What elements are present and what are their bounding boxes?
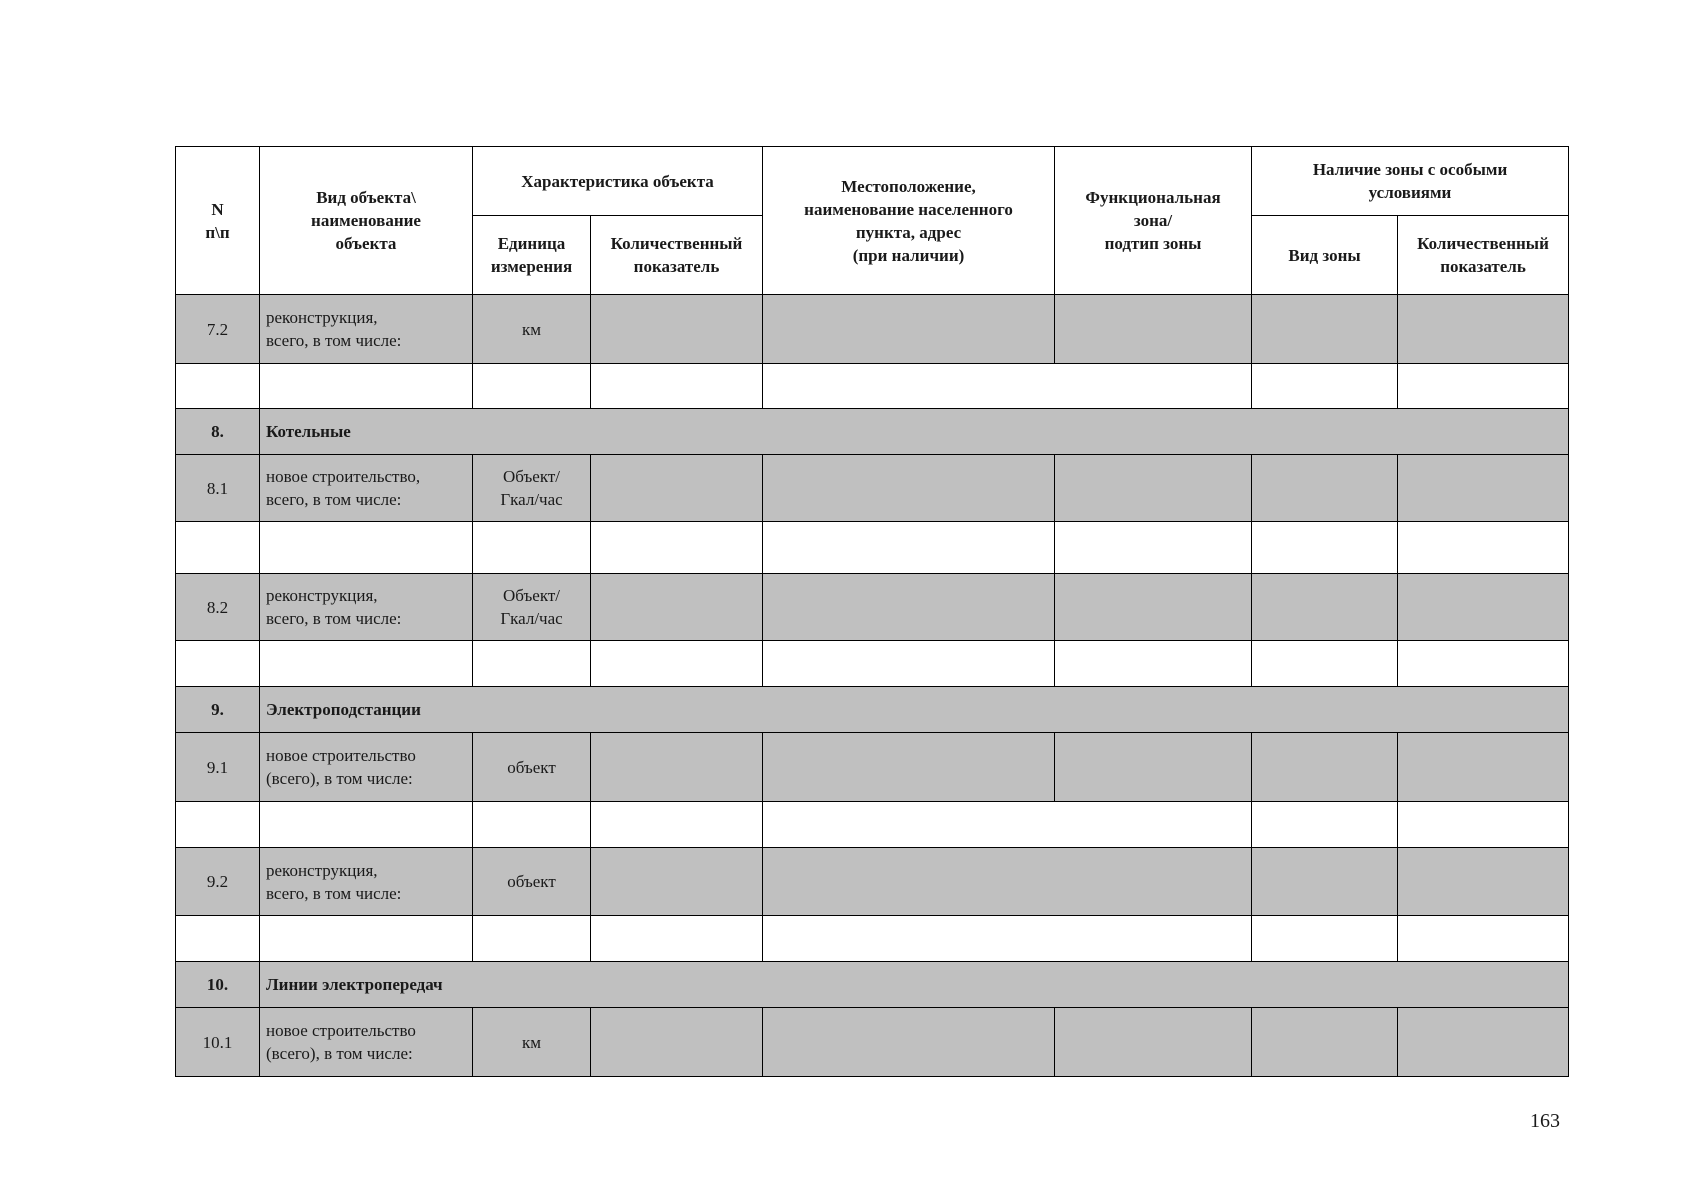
empty-cell: [1398, 522, 1569, 574]
empty-cell: [176, 522, 260, 574]
table-row: [176, 802, 1569, 848]
header-location: Местоположение, наименование населенного пункта, адрес (при наличии): [763, 147, 1055, 295]
section-num: 9.: [176, 687, 260, 733]
table-row: [176, 848, 1569, 916]
row-unit: Объект/ Гкал/час: [473, 455, 591, 522]
row-cell: [763, 295, 1055, 364]
empty-cell: [176, 802, 260, 848]
empty-cell: [1252, 916, 1398, 962]
empty-cell: [1398, 916, 1569, 962]
empty-cell: [1055, 641, 1252, 687]
empty-cell: [260, 522, 473, 574]
empty-cell: [763, 802, 1252, 848]
table-row: [176, 916, 1569, 962]
row-name: новое строительство (всего), в том числе:: [260, 733, 473, 802]
empty-cell: [591, 916, 763, 962]
row-cell: [1252, 848, 1398, 916]
row-cell: [1055, 455, 1252, 522]
empty-cell: [473, 802, 591, 848]
row-name: реконструкция, всего, в том числе:: [260, 295, 473, 364]
row-num: 9.1: [176, 733, 260, 802]
empty-cell: [260, 364, 473, 409]
row-cell: [763, 733, 1055, 802]
row-name: новое строительство (всего), в том числе:: [260, 1008, 473, 1077]
row-cell: [591, 574, 763, 641]
table-row: [176, 295, 1569, 364]
section-row: [176, 409, 1569, 455]
section-num: 8.: [176, 409, 260, 455]
table-row: [176, 364, 1569, 409]
empty-cell: [591, 364, 763, 409]
row-cell: [1398, 733, 1569, 802]
row-name: новое строительство, всего, в том числе:: [260, 455, 473, 522]
header-characteristic: Характеристика объекта: [473, 147, 763, 216]
row-cell: [1252, 574, 1398, 641]
row-cell: [1055, 295, 1252, 364]
table-row: [176, 733, 1569, 802]
row-cell: [591, 295, 763, 364]
header-zone-type: Вид зоны: [1252, 216, 1398, 295]
empty-cell: [1398, 364, 1569, 409]
empty-cell: [1398, 802, 1569, 848]
row-cell: [591, 455, 763, 522]
empty-cell: [176, 364, 260, 409]
empty-cell: [591, 522, 763, 574]
header-type-name: Вид объекта\ наименование объекта: [260, 147, 473, 295]
row-cell: [1398, 295, 1569, 364]
table-row: [176, 641, 1569, 687]
row-cell: [1398, 848, 1569, 916]
empty-cell: [1055, 522, 1252, 574]
row-cell: [763, 848, 1252, 916]
table-row: [176, 455, 1569, 522]
empty-cell: [473, 522, 591, 574]
empty-cell: [763, 522, 1055, 574]
row-cell: [591, 848, 763, 916]
row-cell: [1252, 455, 1398, 522]
row-num: 8.1: [176, 455, 260, 522]
row-name: реконструкция, всего, в том числе:: [260, 848, 473, 916]
empty-cell: [1252, 641, 1398, 687]
row-num: 8.2: [176, 574, 260, 641]
row-unit: км: [473, 1008, 591, 1077]
header-zone-quantity: Количественный показатель: [1398, 216, 1569, 295]
empty-cell: [260, 641, 473, 687]
table-row: [176, 574, 1569, 641]
header-quantity: Количественный показатель: [591, 216, 763, 295]
empty-cell: [176, 916, 260, 962]
empty-cell: [1398, 641, 1569, 687]
row-cell: [1398, 455, 1569, 522]
empty-cell: [473, 916, 591, 962]
empty-cell: [473, 641, 591, 687]
header-num: N п\п: [176, 147, 260, 295]
document-table: [175, 146, 1569, 1077]
row-num: 10.1: [176, 1008, 260, 1077]
empty-cell: [763, 364, 1252, 409]
row-cell: [1252, 733, 1398, 802]
table-row: [176, 1008, 1569, 1077]
empty-cell: [473, 364, 591, 409]
row-cell: [1252, 295, 1398, 364]
row-unit: Объект/ Гкал/час: [473, 574, 591, 641]
empty-cell: [591, 641, 763, 687]
section-row: [176, 962, 1569, 1008]
table-row: [176, 522, 1569, 574]
row-num: 9.2: [176, 848, 260, 916]
row-unit: объект: [473, 733, 591, 802]
empty-cell: [260, 916, 473, 962]
page-number: 163: [1530, 1110, 1560, 1132]
row-cell: [1252, 1008, 1398, 1077]
row-unit: объект: [473, 848, 591, 916]
row-cell: [763, 455, 1055, 522]
row-num: 7.2: [176, 295, 260, 364]
row-cell: [1398, 1008, 1569, 1077]
row-cell: [591, 733, 763, 802]
empty-cell: [763, 641, 1055, 687]
empty-cell: [763, 916, 1252, 962]
row-cell: [591, 1008, 763, 1077]
row-unit: км: [473, 295, 591, 364]
row-cell: [763, 574, 1055, 641]
empty-cell: [1252, 364, 1398, 409]
row-cell: [1055, 574, 1252, 641]
section-title: Линии электропередач: [260, 962, 1569, 1008]
row-name: реконструкция, всего, в том числе:: [260, 574, 473, 641]
empty-cell: [591, 802, 763, 848]
empty-cell: [1252, 802, 1398, 848]
header-special-zone: Наличие зоны с особыми условиями: [1252, 147, 1569, 216]
header-functional-zone: Функциональная зона/ подтип зоны: [1055, 147, 1252, 295]
section-num: 10.: [176, 962, 260, 1008]
section-title: Котельные: [260, 409, 1569, 455]
section-title: Электроподстанции: [260, 687, 1569, 733]
row-cell: [763, 1008, 1055, 1077]
section-row: [176, 687, 1569, 733]
empty-cell: [176, 641, 260, 687]
empty-cell: [1252, 522, 1398, 574]
header-unit: Единица измерения: [473, 216, 591, 295]
row-cell: [1055, 733, 1252, 802]
empty-cell: [260, 802, 473, 848]
row-cell: [1055, 1008, 1252, 1077]
row-cell: [1398, 574, 1569, 641]
